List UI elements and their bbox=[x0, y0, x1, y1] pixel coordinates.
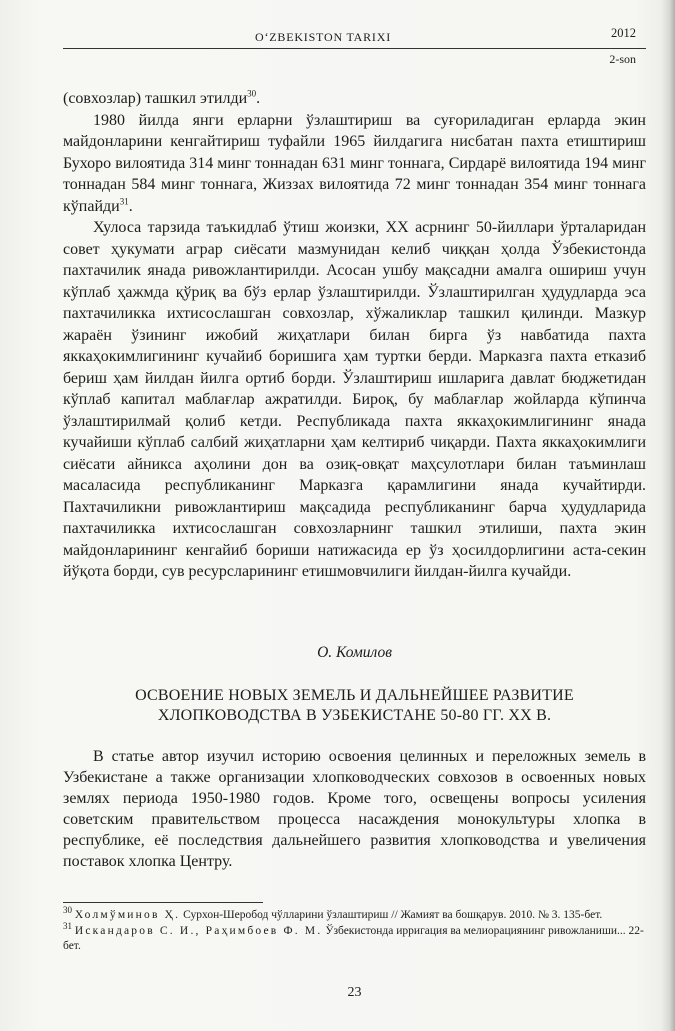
paragraph-text: (совхозлар) ташкил этилди bbox=[63, 90, 248, 107]
footnotes bbox=[63, 905, 646, 955]
footnote-number: 31 bbox=[63, 921, 72, 932]
footnote-number: 30 bbox=[63, 905, 72, 916]
article-title-line-1: ОСВОЕНИЕ НОВЫХ ЗЕМЕЛЬ И ДАЛЬНЕЙШЕЕ РАЗВИТИЕ bbox=[135, 687, 574, 704]
footnote-text: Сурхон-Шеробод чўлларини ўзлаштириш // Жамият ва бошқарув. 2010. № 3. 135-бет. bbox=[180, 909, 603, 921]
footnote-30 bbox=[63, 905, 646, 923]
journal-issue: 2-son bbox=[609, 52, 636, 66]
paragraph-continuation: (совхозлар) ташкил этилди$^{30}$. bbox=[63, 88, 261, 107]
article-title bbox=[63, 686, 646, 726]
journal-year: 2012 bbox=[611, 26, 636, 40]
paragraph-cotton-growth: 1980 йилда янги ерларни ўзлаштириш ва суғориладиган ерларда экин майдонларини кенгайтириш туфайли 1965 йилдагига нисбатан пахта етиштириш Бухоро вилоятида 314 минг тоннадан 631 минг тоннага, Сирдарё вилоятида 194 минг тоннадан 584 минг тоннага, Жиззах вилоятида 72 минг тоннадан 354 минг тоннага кўпайди$^{31}$. bbox=[63, 111, 646, 215]
footnote-ref: 31 bbox=[119, 196, 129, 207]
article-abstract bbox=[63, 746, 646, 872]
paragraph-text: 1980 йилда янги ерларни ўзлаштириш ва суғориладиган ерларда экин майдонларини кенгайтириш туфайли 1965 йилдагига нисбатан пахта етиштириш Бухоро вилоятида 314 минг тоннадан 631 минг тоннага, Сирдарё вилоятида 194 минг тоннадан 584 минг тоннага, Жиззах вилоятида 72 минг тоннадан 354 минг тоннага кўпайди bbox=[63, 111, 646, 215]
footnote-ref: 30 bbox=[247, 88, 257, 99]
running-header bbox=[63, 24, 646, 64]
body-text bbox=[63, 88, 646, 583]
footnote-author: Холмўминов Ҳ. bbox=[74, 909, 181, 921]
footnote-author: Искандаров С. И., Раҳимбоев Ф. М. bbox=[74, 925, 323, 937]
book-spine-shadow bbox=[661, 0, 675, 1031]
article-author: О. Комилов bbox=[317, 644, 392, 661]
paragraph-conclusion: Хулоса тарзида таъкидлаб ўтиш жоизки, XX асрнинг 50-йиллари ўрталаридан совет ҳукумати аграр сиёсати мазмунидан келиб чиққан ҳолда Ўзбекистонда пахтачилик янада ривожлантирилди. Асосан ушбу мақсадни амалга ошириш учун кўплаб ҳажмда қўриқ ва бўз ерлар ўзлаштирилди. Ўзлаштирилган ҳудудларда эса пахтачиликка ихтисослашган совхозлар, хўжаликлар ташкил қилинди. Мазкур жараён ўзининг ижобий жиҳатлари билан бирга ўз навбатида пахта яккаҳокимлигининг кучайиб боришига ҳам туртки берди. Марказга пахта етказиб бериш ҳам йилдан йилга ортиб борди. Ўзлаштириш ишларига давлат бюджетидан кўплаб капитал маблағлар ажратилди. Бироқ, бу маблағлар жойларда кўпинча ўзлаштирилмай қолиб кетди. Республикада пахта яккаҳокимлигининг янада кучайиши кўплаб салбий жиҳатларни ҳам келтириб чиқарди. Пахта яккаҳокимлиги сиёсати айникса аҳолини дон ва озиқ-овқат маҳсулотлари билан таъминлаш масаласида республиканинг Марказга қарамлигини янада кучайтирди. Пахтачиликни ривожлантириш мақсадида республиканинг барча ҳудудларида пахтачиликка ихтисослашган совхозларнинг ташкил этилиши, пахта экин майдонларининг кенгайиб бориши натижасида ер ўз ҳосилдорлигини аста-секин йўқота борди, сув ресурсларининг етишмовчилиги йилдан-йилга кучайди. bbox=[63, 219, 646, 580]
article-title-line-2: ХЛОПКОВОДСТВА В УЗБЕКИСТАНЕ 50-80 ГГ. XX В. bbox=[157, 707, 552, 724]
abstract-text: В статье автор изучил историю освоения целинных и переложных земель в Узбекистане а также организации хлопководческих совхозов в освоенных новых землях периода 1950-1980 годов. Кроме того, освещены вопросы усиления советским правительством процесса насаждения монокультуры хлопка в республике, её последствия дальнейшего развития хлопководства и увеличения поставок хлопка Центру. bbox=[63, 748, 646, 870]
footnote-rule bbox=[63, 902, 263, 903]
header-rule bbox=[63, 48, 646, 49]
footnote-text: Ўзбекистонда ирригация ва мелиорациянинг ривожланиши... 22-бет. bbox=[63, 925, 644, 952]
page-number: 23 bbox=[347, 985, 362, 1000]
footnote-31 bbox=[63, 921, 646, 954]
journal-title: O‘ZBEKISTON TARIXI bbox=[255, 30, 391, 44]
